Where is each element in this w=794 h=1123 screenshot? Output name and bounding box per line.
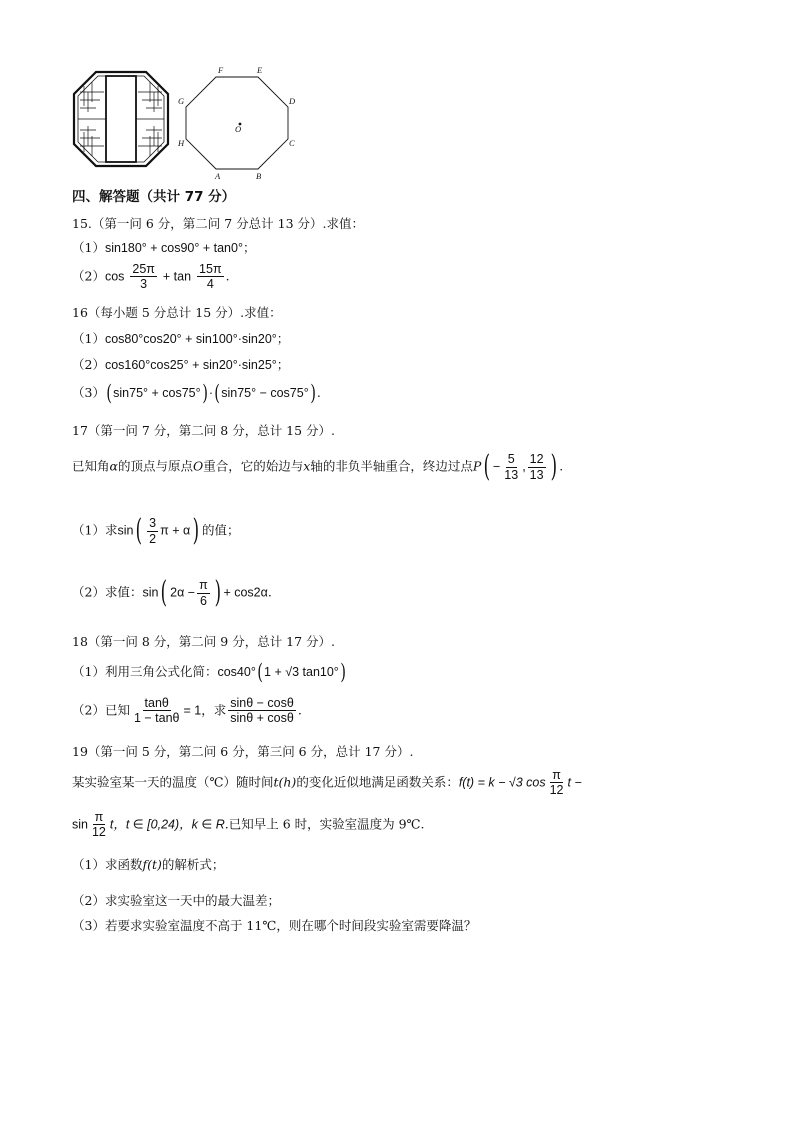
label-o: O [235, 124, 242, 134]
section-title: 四、解答题（共计 77 分） [72, 189, 236, 205]
q16-part1: （1）cos80°cos20° + sin100°·sin20°； [72, 331, 290, 346]
q19-header: 19（第一问 5 分，第二问 6 分，第三问 6 分，总计 17 分）. [72, 744, 414, 759]
q19-part3: （3）若要求实验室温度不高于 11℃，则在哪个时间段实验室需要降温？ [72, 918, 477, 933]
q16-part3: （3）(sin75° + cos75°)·(sin75° − cos75°). [72, 381, 321, 405]
q16-part2: （2）cos160°cos25° + sin20°·sin25°； [72, 357, 290, 372]
q15-part2: （2）cos $\frac{25\pi}{3}$ + tan $\frac{15\pi}{4}$ . [72, 262, 230, 292]
q15-fraction-1: $\frac{25\pi}{3}$ [132, 262, 155, 292]
q18-given-fraction: $\frac{\tan\theta}{1 - \tan\theta}$ [133, 696, 180, 726]
q18-part2: （2）已知 $\frac{\tan\theta}{1 - \tan\theta}$ = 1，求 $\frac{\sin\theta - \cos\theta}{\sin\theta + \cos\theta}$ . [72, 696, 302, 726]
q19-part2: （2）求实验室这一天中的最大温差； [72, 893, 280, 908]
q15-fraction-2: $\frac{15\pi}{4}$ [199, 262, 222, 292]
lattice-window-figure [74, 72, 168, 166]
label-d: D [289, 96, 296, 106]
q19-pi-over-12: $\frac{\pi}{12}$ [549, 768, 564, 798]
octagon-diagram [177, 65, 296, 181]
label-a: A [215, 171, 221, 181]
q18-part1: （1）利用三角公式化简：cos40°(1 + √3 tan10°) [72, 660, 346, 684]
q19-stem-line1: 某实验室某一天的温度（℃）随时间t(h)的变化近似地满足函数关系：f(t) = k − √3 cos $\frac{\pi}{12}$ t − [72, 768, 582, 798]
q16-header: 16（每小题 5 分总计 15 分）.求值： [72, 305, 282, 320]
label-g: G [178, 96, 185, 106]
q17-stem: 已知角α的顶点与原点O重合，它的始边与x轴的非负半轴重合，终边过点P( − $\frac{5}{13}$ , $\frac{12}{13}$ ) . [72, 449, 564, 484]
q18-header: 18（第一问 8 分，第二问 9 分，总计 17 分）. [72, 634, 336, 649]
label-b: B [256, 171, 262, 181]
q19-part1: （1）求函数f(t)的解析式； [72, 857, 225, 872]
q17-header: 17（第一问 7 分，第二问 8 分，总计 15 分）. [72, 423, 336, 438]
label-e: E [257, 65, 263, 75]
q17-three-halves: $\frac{3}{2}$ [149, 516, 157, 546]
q17-point-y: $\frac{12}{13}$ [529, 452, 544, 482]
q15-part1: （1）sin180° + cos90° + tan0°； [72, 240, 256, 255]
q17-point-x: $\frac{5}{13}$ [504, 452, 519, 482]
q18-target-fraction: $\frac{\sin\theta - \cos\theta}{\sin\theta + \cos\theta}$ [230, 696, 294, 726]
q19-pi-over-12-b: $\frac{\pi}{12}$ [91, 810, 106, 840]
q17-pi-over-6: $\frac{\pi}{6}$ [199, 578, 208, 608]
q15-header: 15.（第一问 6 分，第二问 7 分总计 13 分）.求值： [72, 216, 365, 231]
figure [70, 62, 310, 182]
label-f: F [218, 65, 224, 75]
q19-stem-line2: sin $\frac{\pi}{12}$ t，t ∈ [0,24)，k ∈ R.已知早上 6 时，实验室温度为 9℃. [72, 810, 425, 840]
label-c: C [289, 138, 295, 148]
label-h: H [178, 138, 185, 148]
q17-part2: （2）求值：sin( 2α − $\frac{\pi}{6}$ ) + cos2α. [72, 575, 272, 610]
q17-part1: （1）求sin( $\frac{3}{2}$ π + α) 的值； [72, 513, 240, 548]
